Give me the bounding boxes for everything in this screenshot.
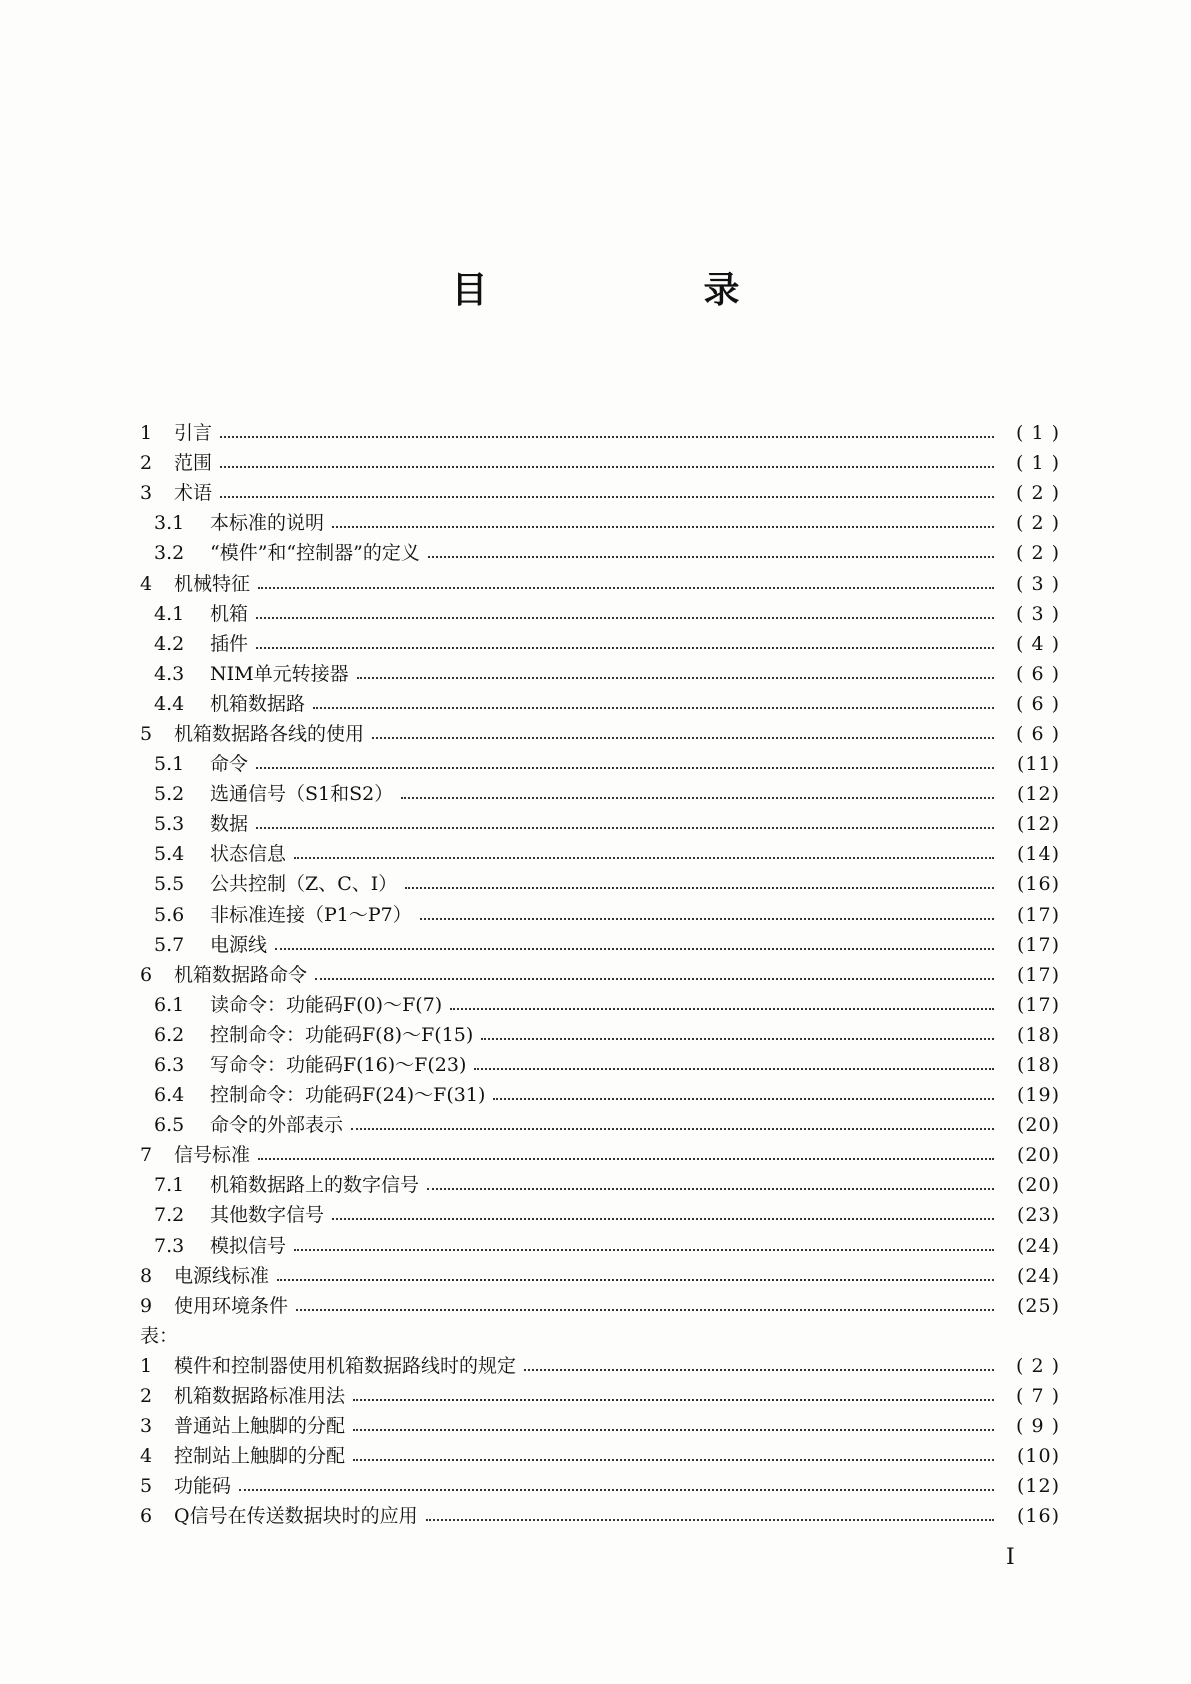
entry-page: (24) [1016, 1264, 1060, 1287]
entry-number: 4 [140, 1445, 153, 1468]
dot-leader [313, 707, 994, 709]
toc-entry [140, 1261, 1060, 1291]
entry-number: 6 [140, 1505, 153, 1528]
entry-page: ( 1 ) [1016, 452, 1060, 475]
dot-leader [481, 1038, 994, 1040]
entry-page: (17) [1016, 963, 1060, 986]
dot-leader [428, 556, 994, 558]
toc-entry [140, 1441, 1060, 1471]
entry-page: ( 6 ) [1016, 662, 1060, 685]
toc-entry [140, 960, 1060, 990]
entry-page: (25) [1016, 1294, 1060, 1317]
entry-number: 7.3 [154, 1234, 185, 1257]
entry-label: Q信号在传送数据块时的应用 [174, 1505, 418, 1528]
entry-label: 选通信号（S1和S2） [210, 783, 394, 806]
entry-number: 6.4 [154, 1084, 185, 1107]
toc-entry [140, 1140, 1060, 1170]
entry-number: 6.5 [154, 1114, 185, 1137]
dot-leader [258, 1158, 994, 1160]
dot-leader [401, 797, 994, 799]
toc-entry [140, 779, 1060, 809]
toc-entry [140, 869, 1060, 899]
entry-page: ( 2 ) [1016, 1354, 1060, 1377]
dot-leader [220, 436, 994, 438]
dot-leader [258, 587, 994, 589]
entry-label: 模拟信号 [210, 1234, 287, 1257]
entry-number: 5.7 [154, 933, 185, 956]
dot-leader [357, 677, 994, 679]
dot-leader [332, 1218, 994, 1220]
toc-entry [140, 418, 1060, 448]
table-of-contents [140, 418, 1060, 1531]
entry-number: 4 [140, 572, 153, 595]
entry-label: 读命令：功能码F(0)～F(7) [210, 993, 443, 1016]
entry-label: 范围 [174, 452, 213, 475]
entry-label: 电源线标准 [174, 1264, 270, 1287]
dot-leader [427, 1188, 994, 1190]
entry-number: 2 [140, 452, 153, 475]
dot-leader [450, 1008, 994, 1010]
entry-label: 引言 [174, 422, 213, 445]
entry-number: 1 [140, 1354, 153, 1377]
toc-tables [140, 1351, 1060, 1532]
entry-page: (12) [1016, 1475, 1060, 1498]
dot-leader [353, 1399, 994, 1401]
entry-page: ( 3 ) [1016, 602, 1060, 625]
toc-entry [140, 930, 1060, 960]
dot-leader [256, 767, 994, 769]
entry-label: 机箱数据路上的数字信号 [210, 1174, 420, 1197]
entry-label: 机械特征 [174, 572, 251, 595]
entry-label: 信号标准 [174, 1144, 251, 1167]
dot-leader [353, 1429, 994, 1431]
entry-label: 控制命令：功能码F(24)～F(31) [210, 1084, 486, 1107]
entry-page: (18) [1016, 1054, 1060, 1077]
dot-leader [296, 1309, 994, 1311]
toc-entry [140, 1351, 1060, 1381]
entry-page: (11) [1016, 753, 1060, 776]
entry-page: ( 2 ) [1016, 482, 1060, 505]
entry-page: ( 1 ) [1016, 422, 1060, 445]
toc-entry [140, 1381, 1060, 1411]
entry-number: 6 [140, 963, 153, 986]
entry-page: (17) [1016, 933, 1060, 956]
toc-entry [140, 749, 1060, 779]
entry-label: 命令 [210, 753, 249, 776]
toc-entry [140, 839, 1060, 869]
entry-number: 1 [140, 422, 153, 445]
dot-leader [474, 1068, 994, 1070]
entry-page: ( 9 ) [1016, 1415, 1060, 1438]
toc-entry [140, 448, 1060, 478]
toc-entry [140, 1501, 1060, 1531]
toc-entry [140, 719, 1060, 749]
toc-entry [140, 1050, 1060, 1080]
dot-leader [256, 617, 994, 619]
entry-label: 控制命令：功能码F(8)～F(15) [210, 1023, 474, 1046]
entry-number: 5.3 [154, 813, 185, 836]
entry-page: (20) [1016, 1114, 1060, 1137]
entry-page: (17) [1016, 993, 1060, 1016]
entry-number: 5 [140, 722, 153, 745]
entry-number: 6.3 [154, 1054, 185, 1077]
dot-leader [275, 948, 994, 950]
toc-entry [140, 1080, 1060, 1110]
entry-label: 非标准连接（P1～P7） [210, 903, 412, 926]
entry-label: 命令的外部表示 [210, 1114, 344, 1137]
toc-entry [140, 1170, 1060, 1200]
entry-number: 7.1 [154, 1174, 185, 1197]
entry-label: NIM单元转接器 [210, 662, 349, 685]
dot-leader [220, 496, 994, 498]
toc-entry [140, 1200, 1060, 1230]
entry-number: 3.2 [154, 542, 185, 565]
entry-number: 4.3 [154, 662, 185, 685]
toc-entry [140, 1411, 1060, 1441]
entry-page: (18) [1016, 1023, 1060, 1046]
entry-label: 模件和控制器使用机箱数据路线时的规定 [174, 1354, 517, 1377]
entry-number: 4.2 [154, 632, 185, 655]
entry-number: 7 [140, 1144, 153, 1167]
entry-page: ( 6 ) [1016, 692, 1060, 715]
entry-number: 3.1 [154, 512, 185, 535]
toc-entry [140, 809, 1060, 839]
toc-entry [140, 1020, 1060, 1050]
dot-leader [220, 466, 994, 468]
toc-entry [140, 689, 1060, 719]
entry-number: 5.1 [154, 753, 185, 776]
dot-leader [351, 1128, 994, 1130]
entry-number: 2 [140, 1385, 153, 1408]
entry-label: 机箱数据路 [210, 692, 306, 715]
entry-page: (23) [1016, 1204, 1060, 1227]
entry-page: (19) [1016, 1084, 1060, 1107]
dot-leader [277, 1279, 994, 1281]
entry-label: “模件”和“控制器”的定义 [210, 542, 420, 565]
dot-leader [372, 737, 994, 739]
entry-number: 6.1 [154, 993, 185, 1016]
entry-label: 功能码 [174, 1475, 232, 1498]
toc-entry [140, 538, 1060, 568]
entry-number: 5.4 [154, 843, 185, 866]
dot-leader [493, 1098, 994, 1100]
entry-page: (16) [1016, 1505, 1060, 1528]
dot-leader [420, 918, 994, 920]
dot-leader [294, 857, 994, 859]
tables-heading: 表： [140, 1324, 179, 1347]
entry-page: (10) [1016, 1445, 1060, 1468]
entry-page: ( 3 ) [1016, 572, 1060, 595]
entry-page: (14) [1016, 843, 1060, 866]
entry-number: 5.2 [154, 783, 185, 806]
toc-entry [140, 1110, 1060, 1140]
dot-leader [353, 1459, 994, 1461]
dot-leader [239, 1489, 994, 1491]
entry-page: (17) [1016, 903, 1060, 926]
dot-leader [256, 827, 994, 829]
toc-entry [140, 900, 1060, 930]
entry-label: 数据 [210, 813, 249, 836]
dot-leader [332, 526, 994, 528]
toc-entry [140, 1231, 1060, 1261]
entry-label: 普通站上触脚的分配 [174, 1415, 346, 1438]
toc-entry [140, 1471, 1060, 1501]
entry-page: (12) [1016, 813, 1060, 836]
entry-page: ( 4 ) [1016, 632, 1060, 655]
entry-label: 本标准的说明 [210, 512, 325, 535]
entry-page: (20) [1016, 1174, 1060, 1197]
dot-leader [426, 1519, 994, 1521]
entry-number: 4.1 [154, 602, 185, 625]
entry-label: 术语 [174, 482, 213, 505]
toc-entry [140, 508, 1060, 538]
entry-label: 公共控制（Z、C、I） [210, 873, 398, 896]
entry-label: 电源线 [210, 933, 268, 956]
toc-entry [140, 568, 1060, 598]
entry-number: 6.2 [154, 1023, 185, 1046]
toc-entry [140, 599, 1060, 629]
page-title: 目 录 [451, 269, 830, 311]
entry-page: (24) [1016, 1234, 1060, 1257]
entry-label: 插件 [210, 632, 249, 655]
entry-label: 其他数字信号 [210, 1204, 325, 1227]
dot-leader [524, 1369, 994, 1371]
entry-label: 使用环境条件 [174, 1294, 289, 1317]
page-number: I [1006, 1545, 1015, 1570]
entry-label: 机箱 [210, 602, 249, 625]
entry-number: 9 [140, 1294, 153, 1317]
entry-page: (12) [1016, 783, 1060, 806]
entry-number: 5.5 [154, 873, 185, 896]
entry-page: ( 6 ) [1016, 722, 1060, 745]
entry-label: 机箱数据路标准用法 [174, 1385, 346, 1408]
entry-page: (20) [1016, 1144, 1060, 1167]
dot-leader [315, 978, 994, 980]
toc-sections [140, 418, 1060, 1321]
toc-entry [140, 1291, 1060, 1321]
toc-entry [140, 659, 1060, 689]
entry-number: 8 [140, 1264, 153, 1287]
dot-leader [405, 887, 994, 889]
entry-number: 4.4 [154, 692, 185, 715]
toc-entry [140, 478, 1060, 508]
entry-number: 3 [140, 1415, 153, 1438]
entry-page: ( 7 ) [1016, 1385, 1060, 1408]
dot-leader [256, 647, 994, 649]
entry-page: (16) [1016, 873, 1060, 896]
toc-entry [140, 629, 1060, 659]
entry-label: 写命令：功能码F(16)～F(23) [210, 1054, 467, 1077]
dot-leader [294, 1249, 994, 1251]
entry-label: 机箱数据路各线的使用 [174, 722, 365, 745]
entry-page: ( 2 ) [1016, 512, 1060, 535]
entry-label: 机箱数据路命令 [174, 963, 308, 986]
entry-number: 5 [140, 1475, 153, 1498]
entry-label: 控制站上触脚的分配 [174, 1445, 346, 1468]
entry-number: 7.2 [154, 1204, 185, 1227]
entry-number: 5.6 [154, 903, 185, 926]
entry-label: 状态信息 [210, 843, 287, 866]
toc-entry [140, 990, 1060, 1020]
entry-page: ( 2 ) [1016, 542, 1060, 565]
entry-number: 3 [140, 482, 153, 505]
